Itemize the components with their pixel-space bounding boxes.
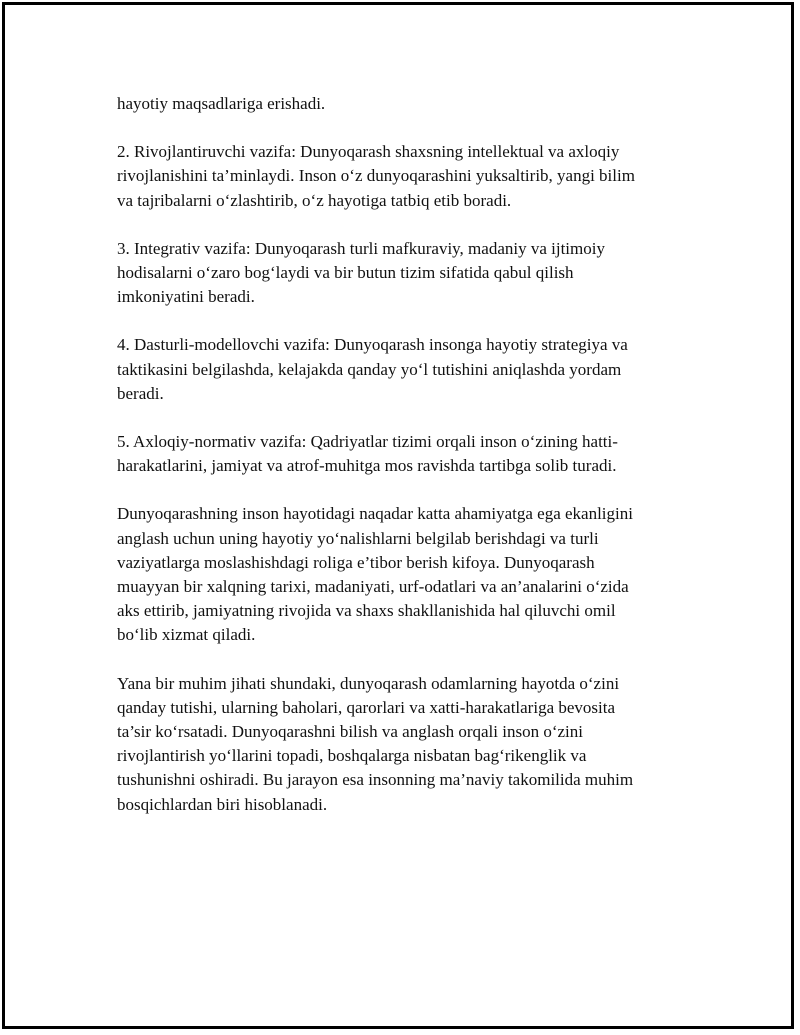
text-line: va tajribalarni o‘zlashtirib, o‘z hayotiga tatbiq etib boradi. (117, 190, 512, 210)
text-line: ta’sir ko‘rsatadi. Dunyoqarashni bilish va anglash orqali inson o‘zini (117, 722, 583, 742)
text-line: rivojlanishini ta’minlaydi. Inson o‘z dunyoqarashini yuksaltirib, yangi bilim (117, 166, 635, 186)
text-line: 4. Dasturli-modellovchi vazifa: Dunyoqarash insonga hayotiy strategiya va (117, 335, 628, 355)
document-body (117, 92, 687, 841)
text-line: hayotiy maqsadlariga erishadi. (117, 94, 326, 113)
text-line: beradi. (117, 383, 164, 403)
text-line: vaziyatlarga moslashishdagi roliga e’tibor berish kifoya. Dunyoqarash (117, 552, 595, 572)
text-line: hodisalarni o‘zaro bog‘laydi va bir butun tizim sifatida qabul qilish (117, 263, 574, 283)
paragraph-2 (117, 140, 687, 213)
text-line: imkoniyatini beradi. (117, 287, 255, 307)
text-line: muayyan bir xalqning tarixi, madaniyati, urf-odatlari va an’analarini o‘zida (117, 577, 629, 597)
text-line: Dunyoqarashning inson hayotidagi naqadar katta ahamiyatga ega ekanligini (117, 504, 633, 524)
text-line: 2. Rivojlantiruvchi vazifa: Dunyoqarash shaxsning intellektual va axloqiy (117, 142, 620, 162)
paragraph-4 (117, 333, 687, 406)
text-line: bo‘lib xizmat qiladi. (117, 625, 256, 645)
paragraph-1 (117, 92, 687, 116)
text-line: anglash uchun uning hayotiy yo‘nalishlarni belgilab berishdagi va turli (117, 528, 599, 548)
paragraph-6 (117, 502, 687, 647)
text-line: taktikasini belgilashda, kelajakda qanday yo‘l tutishini aniqlashda yordam (117, 359, 622, 379)
text-line: qanday tutishi, ularning baholari, qarorlari va xatti-harakatlariga bevosita (117, 697, 616, 717)
text-line: rivojlantirish yo‘llarini topadi, boshqalarga nisbatan bag‘rikenglik va (117, 746, 587, 766)
paragraph-5 (117, 430, 687, 478)
text-line: bosqichlardan biri hisoblanadi. (117, 794, 328, 814)
paragraph-3 (117, 237, 687, 310)
text-line: harakatlarini, jamiyat va atrof-muhitga mos ravishda tartibga solib turadi. (117, 456, 617, 476)
text-line: 3. Integrativ vazifa: Dunyoqarash turli mafkuraviy, madaniy va ijtimoiy (117, 238, 605, 258)
text-line: aks ettirib, jamiyatning rivojida va shaxs shakllanishida hal qiluvchi omil (117, 601, 616, 621)
paragraph-7 (117, 672, 687, 817)
text-line: tushunishni oshiradi. Bu jarayon esa insonning ma’naviy takomilida muhim (117, 770, 634, 790)
text-line: 5. Axloqiy-normativ vazifa: Qadriyatlar tizimi orqali inson o‘zining hatti- (117, 432, 618, 452)
text-line: Yana bir muhim jihati shundaki, dunyoqarash odamlarning hayotda o‘zini (117, 673, 620, 693)
